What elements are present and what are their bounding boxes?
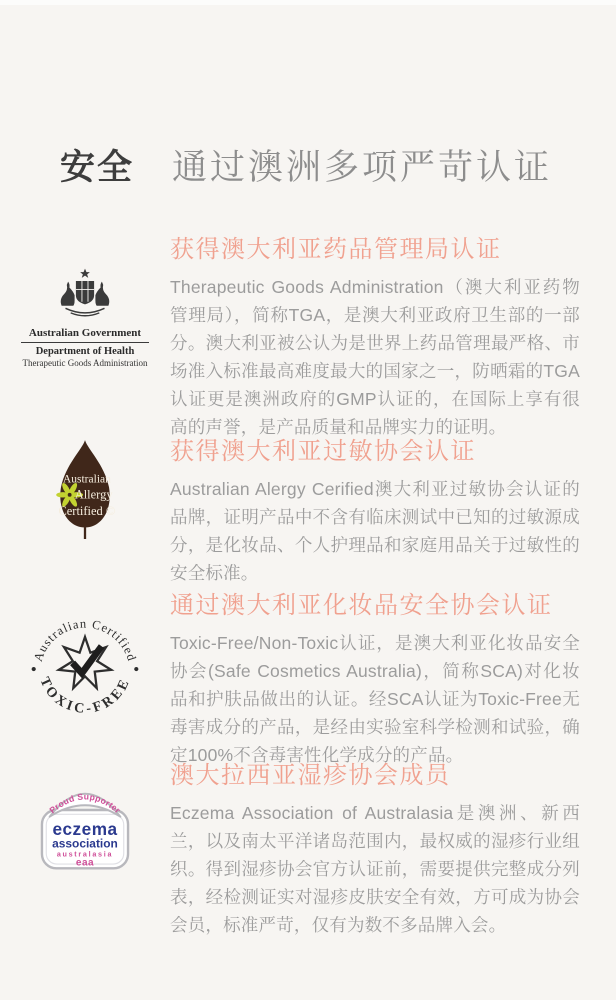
toxicfree-logo-column — [0, 592, 170, 769]
toxicfree-arc-top-text: Australian Certified — [30, 616, 140, 664]
eczema-banner-text: Proud Supporter — [47, 791, 123, 816]
tga-logo-column — [0, 236, 170, 441]
section-eczema-membership — [0, 762, 616, 939]
commonwealth-star-icon — [59, 637, 111, 688]
eczema-section-heading: 澳大拉西亚湿疹协会成员 — [170, 762, 451, 789]
eczema-section-body: Eczema Association of Australasia是澳洲、新西兰，以及南太平洋诸岛范围内，最权威的湿疹行业组织。得到湿疹协会官方认证前，需要提供完整成分列表，经检测证实对湿疹皮肤安全有效，方可成为协会会员，标准严苛，仅有为数不多品牌入会。 — [170, 802, 580, 935]
svg-text:TOXIC-FREE — [36, 675, 133, 717]
section-toxicfree-certification — [0, 592, 616, 769]
allergy-section-body: Australian Alergy Cerified澳大利亚过敏协会认证的品牌，证明产品中不含有临床测试中已知的过敏源成分，是化妆品、个人护理品和家庭用品关于过敏性的安全标准。 — [170, 478, 580, 583]
eczema-text-column — [170, 762, 616, 939]
tga-section-body: Therapeutic Goods Administration（澳大利亚药物管理局），简称TGA，是澳大利亚政府卫生部的一部分。澳大利亚被公认为是世界上药品管理最严格、市场准入标准最高难度最大的国家之一，防晒霜的TGA认证更是澳洲政府的GMP认证的，在国际上享有很高的声誉，是产品质量和品牌实力的证明。 — [170, 276, 580, 437]
tga-text-column — [170, 236, 616, 441]
toxicfree-arc-bottom-text: TOXIC-FREE — [36, 675, 134, 718]
allergy-logo-line3: Certified © — [58, 504, 116, 518]
toxicfree-section-body: Toxic-Free/Non-Toxic认证，是澳大利亚化妆品安全协会(Safe Cosmetics Australia)，简称SCA)对化妆品和护肤品做出的认证。经SCA认证为Toxic-Free无毒害成分的产品，是经由实验室科学检测和试验，确定100%不含毒害性化学成分的产品。 — [170, 632, 580, 765]
eczema-australasia-word: australasia — [56, 850, 114, 859]
eczema-logo-column — [0, 762, 170, 939]
coat-of-arms-icon — [27, 268, 143, 320]
tga-logo-divider — [21, 342, 149, 343]
toxicfree-section-heading: 通过澳大利亚化妆品安全协会认证 — [170, 592, 553, 619]
top-edge-strip — [0, 0, 616, 5]
tga-logo-administration-line: Therapeutic Goods Administration — [22, 358, 148, 368]
eczema-association-word: association — [52, 836, 118, 851]
toxic-free-certified-stamp-icon — [28, 610, 142, 724]
allergy-certified-drop-icon — [37, 436, 133, 546]
page-title-keyword: 安全 — [60, 148, 135, 187]
tga-section-heading: 获得澳大利亚药品管理局认证 — [170, 236, 502, 263]
australian-government-logo — [21, 268, 149, 368]
allergy-logo-line2: Allergy — [74, 487, 113, 502]
allergy-logo-column — [0, 438, 170, 587]
eczema-eaa-word: eaa — [75, 857, 95, 869]
toxicfree-text-column — [170, 592, 616, 769]
tga-logo-government-line: Australian Government — [28, 327, 142, 339]
eczema-logo-word: eczema — [52, 818, 118, 839]
allergy-text-column — [170, 438, 616, 587]
tga-logo-department-line: Department of Health — [35, 346, 135, 357]
section-tga-certification — [0, 236, 616, 441]
allergy-section-heading: 获得澳大利亚过敏协会认证 — [170, 438, 476, 465]
section-allergy-certification — [0, 438, 616, 587]
allergy-logo-line1: Australian — [62, 473, 111, 486]
page-title — [60, 140, 552, 190]
eczema-association-badge-icon — [37, 788, 133, 876]
page-title-subtitle: 通过澳洲多项严苛认证 — [172, 148, 553, 187]
